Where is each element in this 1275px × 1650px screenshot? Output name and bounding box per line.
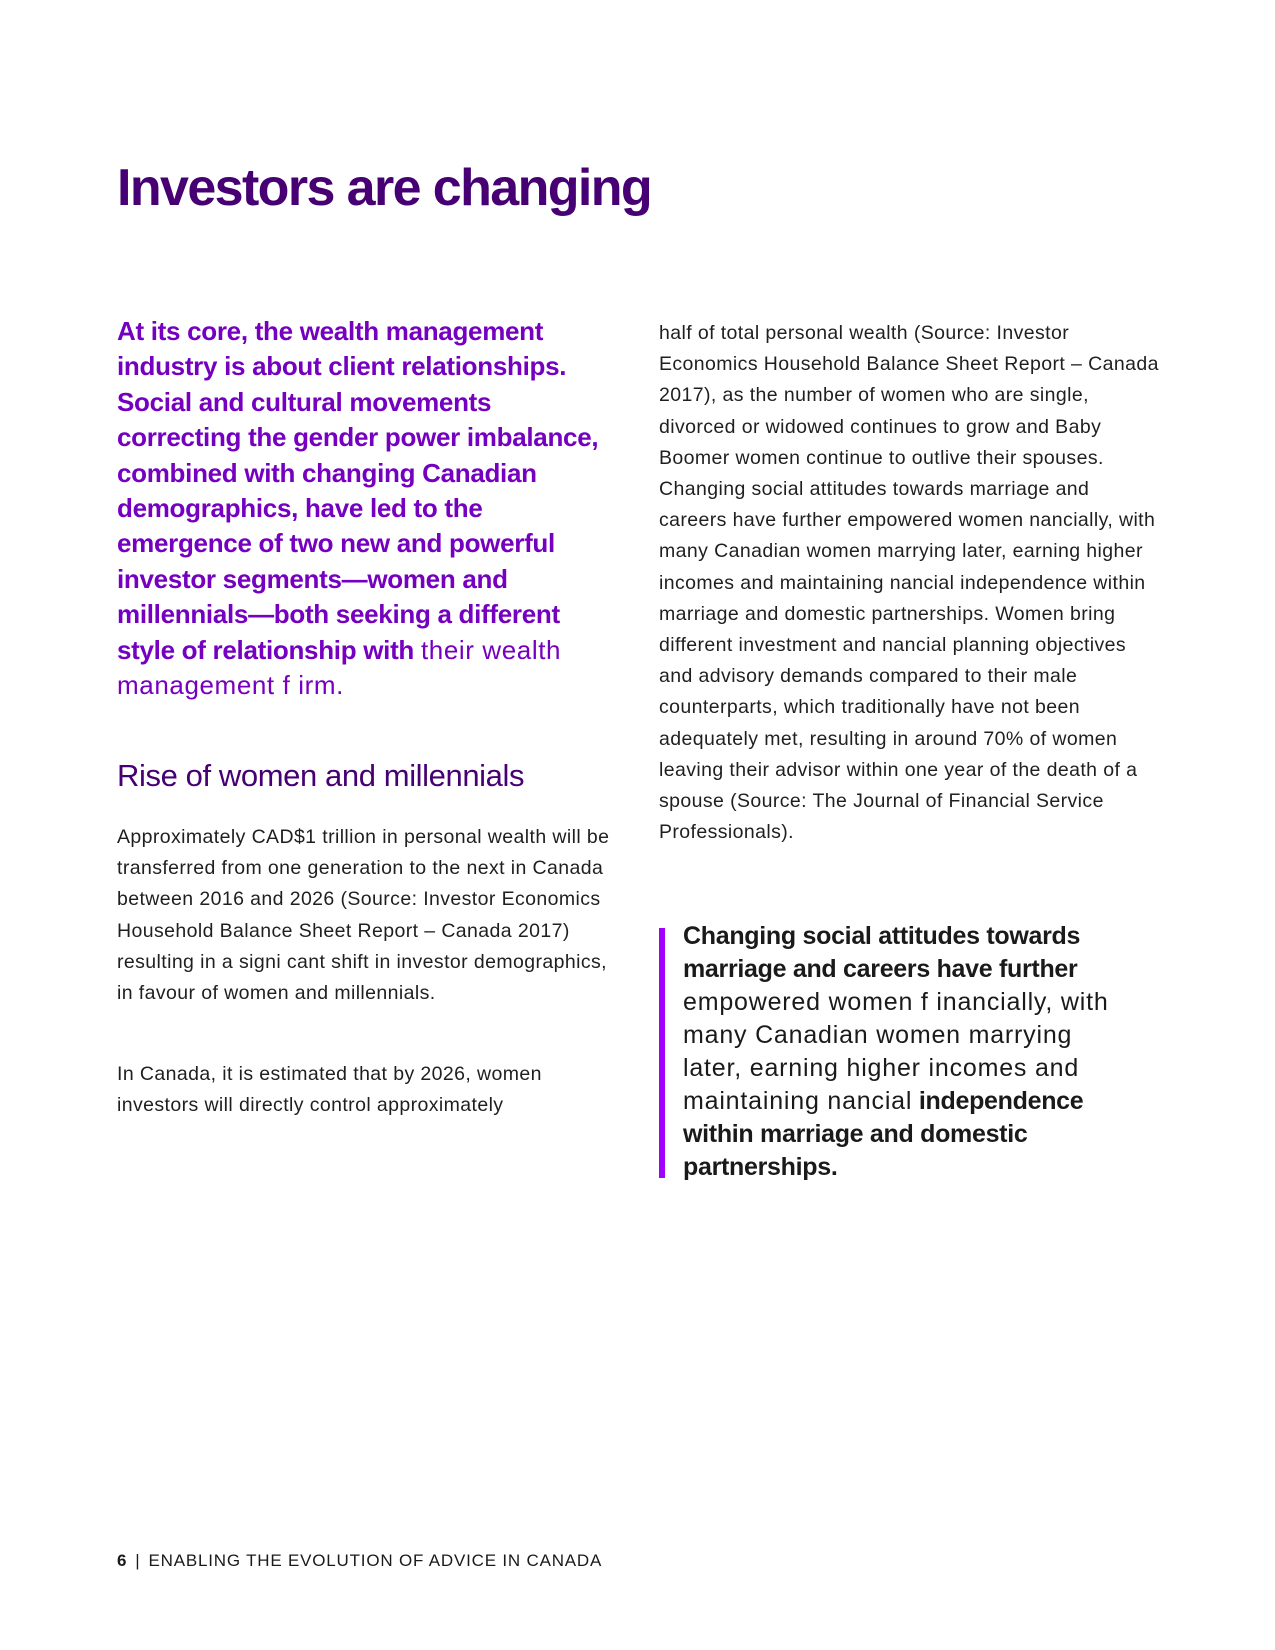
- page-footer: [117, 1551, 602, 1571]
- pull-quote: [659, 922, 1129, 1181]
- intro-tail: their wealth management f irm.: [117, 634, 562, 701]
- footer-separator: |: [135, 1551, 141, 1570]
- body-paragraph-women-investors: In Canada, it is estimated that by 2026, women investors will directly control approximately: [117, 1063, 542, 1117]
- pull-quote-text: [683, 920, 1123, 1184]
- body-paragraph-personal-wealth: half of total personal wealth (Source: Investor Economics Household Balance Sheet Report – Canada 2017), as the number of women who are single, divorced or widowed continues to grow and Baby Boomer women continue to outlive their spouses. Changing social attitudes towards marriage and careers have further empowered women nancially, with many Canadian women marrying later, earning higher incomes and maintaining nancial independence within marriage and domestic partnerships. Women bring different investment and nancial planning objectives and advisory demands compared to their male counterparts, which traditionally have not been adequately met, resulting in around 70% of women leaving their advisor within one year of the death of a spouse (Source: The Journal of Financial Service Professionals).: [659, 322, 1159, 844]
- footer-label: ENABLING THE EVOLUTION OF ADVICE IN CANADA: [148, 1551, 603, 1570]
- body-paragraph-wealth-transfer: Approximately CAD$1 trillion in personal wealth will be transferred from one generation to the next in Canada between 2016 and 2026 (Source: Investor Economics Household Balance Sheet Report – Canada 2017) resulting in a signi cant shift in investor demographics, in favour of women and millennials.: [117, 826, 610, 1005]
- page-title: Investors are changing: [117, 159, 652, 217]
- section-heading: Rise of women and millennials: [117, 758, 525, 793]
- pull-quote-accent-bar: [659, 928, 665, 1178]
- pull-quote-part2: empowered women f inancially, with many Canadian women marrying later, earning higher incomes and maintaining nancial: [683, 988, 1109, 1115]
- intro-lead: At its core, the wealth management industry is about client relationships. Social and cultural movements correcting the gender power imbalance, combined with changing Canadian demographics, have led to the emergence of two new and powerful investor segments—women and millennials—both seeking a different style of relationship with: [117, 316, 599, 665]
- pull-quote-part1: Changing social attitudes towards marriage and careers have further: [683, 922, 1081, 983]
- page-number: 6: [117, 1551, 128, 1570]
- intro-paragraph: [117, 314, 617, 703]
- pull-quote-part3: independence within marriage and domestic partnerships.: [683, 1087, 1084, 1181]
